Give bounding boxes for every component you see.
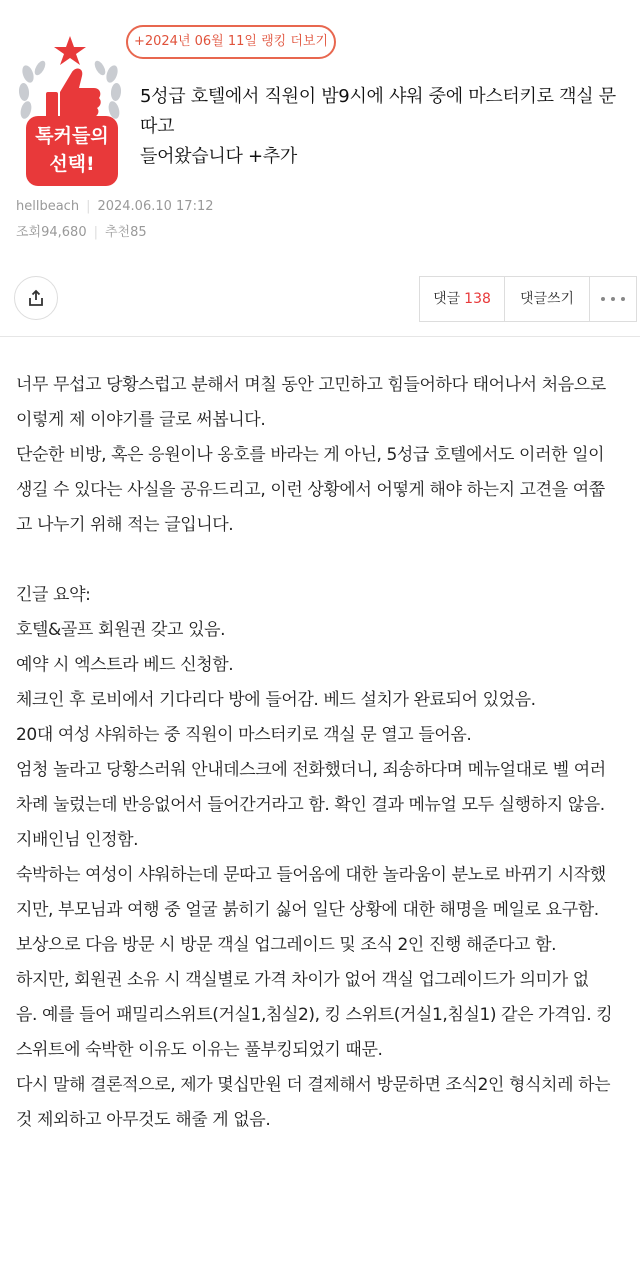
body-line: 하지만, 회원권 소유 시 객실별로 가격 차이가 없어 객실 업그레이드가 의미가 없: [16, 970, 589, 990]
body-line: 고 나누기 위해 적는 글입니다.: [16, 515, 234, 535]
section-divider: [0, 336, 640, 337]
body-line: 차례 눌렀는데 반응없어서 들어간거라고 함. 확인 결과 메뉴얼 모두 실행하지 않음.: [16, 795, 605, 815]
post-body: [16, 368, 626, 1138]
share-button[interactable]: [14, 276, 58, 320]
body-line: 체크인 후 로비에서 기다리다 방에 들어감. 베드 설치가 완료되어 있었음.: [16, 690, 536, 710]
body-line: 음. 예를 들어 패밀리스위트(거실1,침실2), 킹 스위트(거실1,침실1) 같은 가격임. 킹: [16, 1005, 613, 1025]
body-line: 것 제외하고 아무것도 해줄 게 없음.: [16, 1110, 271, 1130]
body-line: 엄청 놀라고 당황스러워 안내데스크에 전화했더니, 죄송하다며 메뉴얼대로 벨 여러: [16, 760, 606, 780]
body-line: 숙박하는 여성이 샤워하는데 문따고 들어옴에 대한 놀라움이 분노로 바뀌기 시작했: [16, 865, 606, 885]
post-meta-author: hellbeach | 2024.06.10 17:12: [16, 199, 214, 214]
badge-label: 톡커들의 선택!: [26, 116, 118, 186]
comments-button[interactable]: [419, 276, 504, 322]
author-name[interactable]: hellbeach: [16, 199, 80, 214]
post-date: 2024.06.10 17:12: [97, 199, 214, 214]
body-line: 지배인님 인정함.: [16, 830, 139, 850]
body-line: 긴글 요약:: [16, 585, 91, 605]
post-meta-stats: 조회94,680 | 추천85: [16, 225, 147, 240]
view-count: 조회94,680: [16, 225, 87, 240]
toker-choice-badge: [14, 34, 126, 190]
body-line: 보상으로 다음 방문 시 방문 객실 업그레이드 및 조식 2인 진행 해준다고 함.: [16, 935, 557, 955]
more-dots-icon: [598, 297, 628, 301]
body-line: 너무 무섭고 당황스럽고 분해서 며칠 동안 고민하고 힘들어하다 태어나서 처음으로: [16, 375, 606, 395]
body-line: 예약 시 엑스트라 베드 신청함.: [16, 655, 234, 675]
body-line: 스위트에 숙박한 이유도 이유는 풀부킹되었기 때문.: [16, 1040, 383, 1060]
more-options-button[interactable]: [589, 276, 637, 322]
body-line: 이렇게 제 이야기를 글로 써봅니다.: [16, 410, 266, 430]
share-icon: [27, 289, 45, 307]
paragraph-gap: [16, 543, 626, 578]
ranking-more-link[interactable]: +2024년 06월 11일 랭킹 더보기: [126, 25, 336, 59]
post-action-group: [419, 276, 637, 322]
comments-label: 댓글: [433, 291, 461, 307]
post-title: 5성급 호텔에서 직원이 밤9시에 샤워 중에 마스터키로 객실 문 따고 들어왔습니다 +추가: [140, 86, 616, 167]
body-line: 호텔&골프 회원권 갖고 있음.: [16, 620, 226, 640]
body-line: 단순한 비방, 혹은 응원이나 옹호를 바라는 게 아닌, 5성급 호텔에서도 이러한 일이: [16, 445, 605, 465]
body-line: 생길 수 있다는 사실을 공유드리고, 이런 상황에서 어떻게 해야 하는지 고견을 여쭙: [16, 480, 605, 500]
body-line: 20대 여성 샤워하는 중 직원이 마스터키로 객실 문 열고 들어옴.: [16, 725, 472, 745]
recommend-count: 추천85: [105, 225, 147, 240]
body-line: 지만, 부모님과 여행 중 얼굴 붉히기 싫어 일단 상황에 대한 해명을 메일로 요구함.: [16, 900, 599, 920]
write-comment-button[interactable]: 댓글쓰기: [504, 276, 589, 322]
comments-count: 138: [464, 291, 491, 307]
body-line: 다시 말해 결론적으로, 제가 몇십만원 더 결제해서 방문하면 조식2인 형식치레 하는: [16, 1075, 611, 1095]
